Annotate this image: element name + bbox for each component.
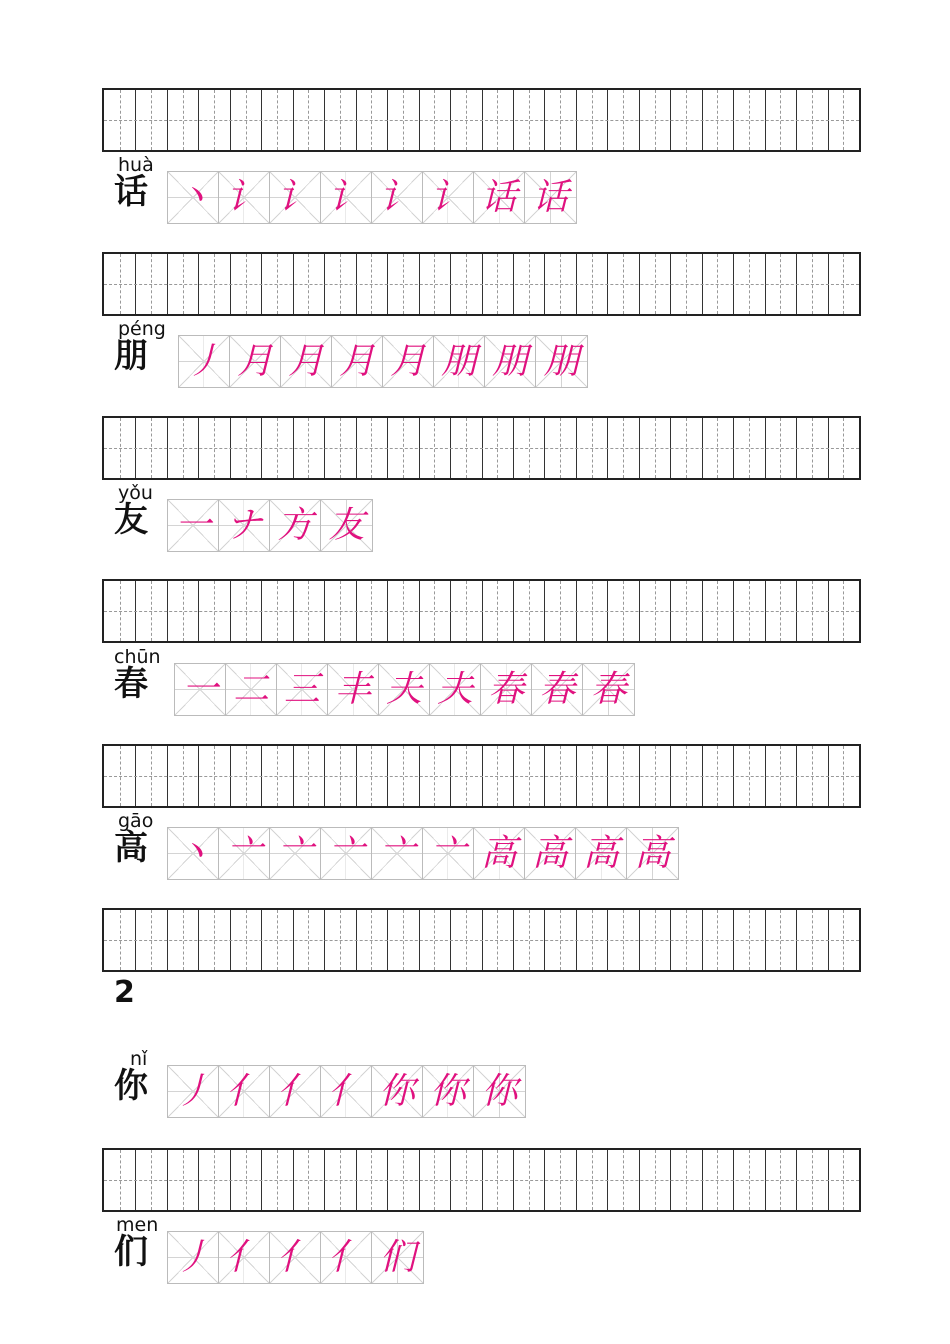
- grid-mid-line: [104, 120, 859, 121]
- stroke-box: [168, 1066, 219, 1117]
- stroke-box: [474, 1066, 525, 1117]
- stroke-glyph: 你: [481, 1070, 518, 1112]
- stroke-box: [219, 828, 270, 879]
- stroke-glyph: 话: [532, 176, 569, 218]
- stroke-glyph: 春: [487, 668, 524, 710]
- stroke-box: [474, 828, 525, 879]
- grid-mid-line: [104, 940, 859, 941]
- grid-mid-line: [104, 776, 859, 777]
- grid-mid-line: [104, 611, 859, 612]
- stroke-box: [379, 664, 430, 715]
- stroke-glyph: 话: [480, 176, 517, 218]
- pinyin-label: chūn: [114, 646, 161, 668]
- stroke-box: [219, 172, 270, 223]
- stroke-glyph: 亻: [327, 1070, 364, 1112]
- stroke-glyph: 们: [379, 1236, 416, 1278]
- stroke-glyph: 丶: [174, 832, 211, 874]
- stroke-glyph: 讠: [225, 176, 262, 218]
- character-label: 春: [114, 664, 148, 704]
- stroke-box: [525, 828, 576, 879]
- stroke-box: [481, 664, 532, 715]
- pinyin-label: yǒu: [118, 482, 153, 504]
- stroke-glyph: 亠: [327, 832, 364, 874]
- writing-grid: [102, 744, 861, 808]
- stroke-glyph: 讠: [378, 176, 415, 218]
- pinyin-label: huà: [118, 154, 154, 176]
- stroke-box: [168, 1232, 219, 1283]
- stroke-box: [270, 172, 321, 223]
- grid-mid-line: [104, 448, 859, 449]
- stroke-order: [174, 663, 635, 716]
- stroke-box: [168, 828, 219, 879]
- stroke-glyph: 朋: [440, 340, 477, 382]
- character-label: 你: [114, 1066, 148, 1106]
- character-label: 高: [114, 828, 148, 868]
- stroke-glyph: 高: [480, 832, 517, 874]
- stroke-box: [179, 336, 230, 387]
- writing-grid: [102, 88, 861, 152]
- stroke-box: [423, 172, 474, 223]
- stroke-order: [167, 1065, 526, 1118]
- writing-grid: [102, 1148, 861, 1212]
- stroke-box: [532, 664, 583, 715]
- stroke-order: [167, 1231, 424, 1284]
- stroke-glyph: 丿: [174, 1236, 211, 1278]
- stroke-box: [175, 664, 226, 715]
- stroke-glyph: 春: [538, 668, 575, 710]
- stroke-glyph: 丿: [174, 1070, 211, 1112]
- stroke-order: [167, 171, 577, 224]
- writing-grid: [102, 416, 861, 480]
- stroke-box: [226, 664, 277, 715]
- stroke-glyph: 讠: [276, 176, 313, 218]
- stroke-glyph: 讠: [429, 176, 466, 218]
- stroke-box: [583, 664, 634, 715]
- stroke-glyph: 春: [590, 668, 627, 710]
- stroke-glyph: 一: [181, 668, 218, 710]
- stroke-glyph: 你: [429, 1070, 466, 1112]
- stroke-glyph: 二: [232, 668, 269, 710]
- stroke-box: [219, 500, 270, 551]
- stroke-box: [230, 336, 281, 387]
- stroke-box: [270, 1232, 321, 1283]
- stroke-box: [423, 1066, 474, 1117]
- stroke-glyph: 夫: [385, 668, 422, 710]
- stroke-glyph: 月: [338, 340, 375, 382]
- stroke-glyph: 月: [287, 340, 324, 382]
- writing-grid: [102, 579, 861, 643]
- stroke-box: [434, 336, 485, 387]
- section-number: 2: [114, 975, 135, 1010]
- stroke-glyph: 月: [236, 340, 273, 382]
- stroke-box: [321, 828, 372, 879]
- character-label: 朋: [114, 336, 148, 376]
- stroke-glyph: 讠: [327, 176, 364, 218]
- stroke-glyph: 朋: [543, 340, 580, 382]
- character-label: 友: [114, 500, 148, 540]
- stroke-box: [372, 172, 423, 223]
- stroke-glyph: 月: [389, 340, 426, 382]
- grid-mid-line: [104, 284, 859, 285]
- stroke-glyph: 亻: [276, 1236, 313, 1278]
- pinyin-label: men: [116, 1214, 159, 1236]
- character-label: 话: [114, 172, 148, 212]
- stroke-order: [167, 827, 679, 880]
- stroke-box: [474, 172, 525, 223]
- pinyin-label: gāo: [118, 810, 154, 832]
- stroke-box: [321, 172, 372, 223]
- stroke-glyph: 亠: [225, 832, 262, 874]
- stroke-glyph: 夫: [436, 668, 473, 710]
- stroke-box: [219, 1232, 270, 1283]
- stroke-box: [321, 1232, 372, 1283]
- stroke-glyph: 亠: [276, 832, 313, 874]
- stroke-glyph: 朋: [491, 340, 528, 382]
- writing-grid: [102, 252, 861, 316]
- writing-grid: [102, 908, 861, 972]
- stroke-box: [270, 500, 321, 551]
- stroke-glyph: 亻: [225, 1070, 262, 1112]
- stroke-box: [485, 336, 536, 387]
- stroke-box: [423, 828, 474, 879]
- stroke-glyph: ナ: [225, 504, 262, 546]
- stroke-box: [270, 828, 321, 879]
- stroke-glyph: 亻: [225, 1236, 262, 1278]
- stroke-box: [168, 172, 219, 223]
- stroke-glyph: 高: [531, 832, 568, 874]
- stroke-glyph: 你: [378, 1070, 415, 1112]
- stroke-box: [430, 664, 481, 715]
- stroke-box: [321, 1066, 372, 1117]
- stroke-glyph: 亻: [327, 1236, 364, 1278]
- stroke-glyph: 丰: [334, 668, 371, 710]
- stroke-glyph: 亠: [429, 832, 466, 874]
- pinyin-label: nǐ: [130, 1048, 148, 1070]
- stroke-glyph: 亠: [378, 832, 415, 874]
- character-label: 们: [114, 1232, 148, 1272]
- stroke-glyph: 丶: [174, 176, 211, 218]
- stroke-glyph: 亻: [276, 1070, 313, 1112]
- stroke-glyph: 方: [276, 504, 313, 546]
- stroke-glyph: 三: [283, 668, 320, 710]
- stroke-box: [383, 336, 434, 387]
- stroke-glyph: 一: [174, 504, 211, 546]
- stroke-box: [270, 1066, 321, 1117]
- stroke-box: [536, 336, 587, 387]
- stroke-box: [627, 828, 678, 879]
- stroke-box: [372, 1232, 423, 1283]
- stroke-glyph: 高: [582, 832, 619, 874]
- stroke-box: [281, 336, 332, 387]
- stroke-box: [277, 664, 328, 715]
- stroke-box: [525, 172, 576, 223]
- stroke-box: [168, 500, 219, 551]
- stroke-order: [178, 335, 588, 388]
- stroke-order: [167, 499, 373, 552]
- stroke-glyph: 丿: [185, 340, 222, 382]
- stroke-box: [321, 500, 372, 551]
- stroke-box: [576, 828, 627, 879]
- stroke-glyph: 高: [634, 832, 671, 874]
- stroke-box: [219, 1066, 270, 1117]
- stroke-box: [372, 1066, 423, 1117]
- pinyin-label: péng: [118, 318, 166, 340]
- stroke-box: [332, 336, 383, 387]
- stroke-box: [372, 828, 423, 879]
- grid-mid-line: [104, 1180, 859, 1181]
- stroke-box: [328, 664, 379, 715]
- stroke-glyph: 友: [328, 504, 365, 546]
